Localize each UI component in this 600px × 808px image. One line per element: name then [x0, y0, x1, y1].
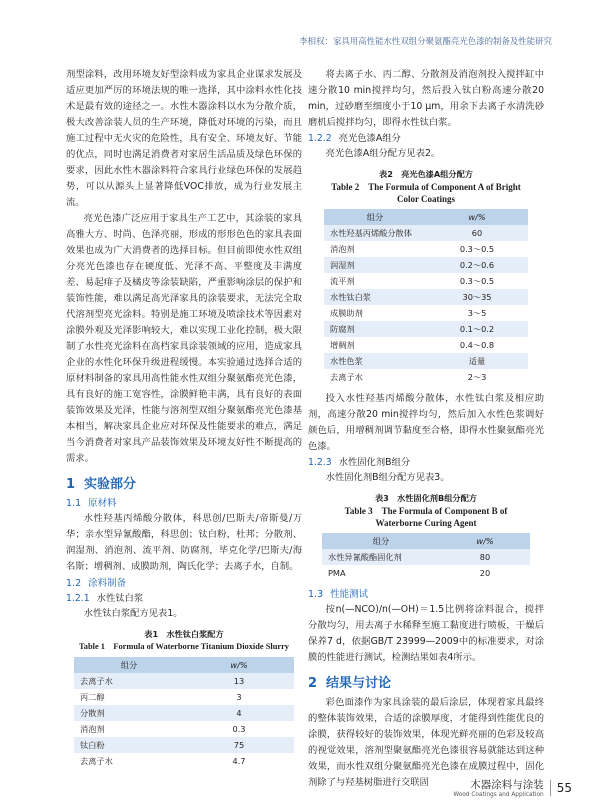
table-row: [74, 705, 294, 721]
subsection-heading: [308, 587, 544, 602]
table-row: [74, 737, 294, 753]
table-row: [324, 353, 528, 369]
table-caption: 表2 亮光色漆A组分配方: [379, 169, 473, 179]
journal-name: [453, 777, 543, 798]
paragraph: 水性固化剂B组分配方见表3。: [325, 472, 450, 483]
subsubsection-number: 1.2.3: [308, 457, 332, 468]
table-cell: 消泡剂: [74, 721, 184, 737]
section-heading: [308, 675, 544, 692]
table-cell: 4: [184, 705, 294, 721]
table-cell: 80: [440, 549, 530, 565]
table-row: [324, 257, 528, 273]
table-caption: 表1 水性钛白浆配方: [144, 629, 224, 639]
table-header-cell: 组分: [324, 209, 426, 225]
table-cell: 水性色浆: [324, 353, 426, 369]
table-row: [324, 241, 528, 257]
subsection-title: 性能测试: [330, 589, 369, 600]
section-number: 2: [308, 676, 318, 691]
table-cell: 60: [426, 225, 528, 241]
table-row: [324, 225, 528, 241]
table-component-a: [324, 209, 528, 385]
table-cell: 3～5: [426, 305, 528, 321]
table-cell: 30～35: [426, 289, 528, 305]
subsubsection-heading: [66, 591, 302, 606]
table-cell: 适量: [426, 353, 528, 369]
table-cell: 分散剂: [74, 705, 184, 721]
table-cell: 成膜助剂: [324, 305, 426, 321]
table-header-row: [74, 657, 294, 673]
table-header-cell: 组分: [74, 657, 184, 673]
table-cell: 0.2～0.6: [426, 257, 528, 273]
journal-name-en: Wood Coatings and Application: [453, 792, 544, 798]
subsubsection-number: 1.2.1: [66, 593, 90, 604]
page-number: 55: [550, 780, 572, 796]
table-cell: 3: [184, 689, 294, 705]
table-titanium-slurry: [74, 657, 294, 769]
journal-name-cn: 木器涂料与涂装: [470, 779, 544, 791]
paragraph: 按n(—NCO)/n(—OH)＝1.5比例将涂料混合，搅拌分散均匀，用去离子水稀释至施工黏度进行喷板，干燥后保养7 d，依据GB/T 23999—2009中的标准要求，对涂膜的性能进行测试，检测结果如表4所示。: [308, 604, 544, 663]
subsubsection-title: 水性钛白浆: [96, 593, 144, 604]
section-number: 1: [66, 477, 76, 492]
table-cell: 0.1～0.2: [426, 321, 528, 337]
table-header-row: [324, 209, 528, 225]
table-cell: 消泡剂: [324, 241, 426, 257]
subsection-title: 原材料: [88, 498, 117, 509]
subsection-heading: [66, 496, 302, 511]
table-cell: 75: [184, 737, 294, 753]
table-header-cell: w/%: [440, 533, 530, 549]
table-cell: 20: [440, 565, 530, 581]
paragraph: 亮光色漆A组分配方见表2。: [325, 148, 441, 159]
paragraph: 投入水性羟基丙烯酸分散体，水性钛白浆及相应助剂，高速分散20 min搅拌均匀，然后加入水性色浆调好颜色后，用增稠剂调节黏度至合格，即得水性聚氨酯亮光色漆。: [308, 393, 544, 452]
table-row: [324, 305, 528, 321]
table-cell: 钛白粉: [74, 737, 184, 753]
table-cell: 水性异氰酸酯固化剂: [322, 549, 440, 565]
table-caption-en: Table 3 The Formula of Component B of Waterborne Curing Agent: [344, 506, 508, 528]
table-cell: PMA: [322, 565, 440, 581]
table-row: [322, 565, 530, 581]
table-header-row: [322, 533, 530, 549]
subsubsection-heading: [308, 131, 544, 146]
table-row: [324, 369, 528, 385]
subsubsection-title: 水性固化剂B组分: [338, 457, 411, 468]
table-row: [74, 753, 294, 769]
table-caption-en: Table 2 The Formula of Component A of Bright Color Coatings: [331, 182, 521, 204]
section-heading: [66, 476, 302, 493]
table-cell: 防腐剂: [324, 321, 426, 337]
table-cell: 丙二醇: [74, 689, 184, 705]
table-cell: 2～3: [426, 369, 528, 385]
table-cell: 0.3: [184, 721, 294, 737]
page-footer: [453, 777, 572, 798]
table-header-cell: 组分: [322, 533, 440, 549]
subsection-heading: [66, 576, 302, 591]
running-head: 李相权：家具用高性能水性双组分聚氨酯亮光色漆的制备及性能研究: [299, 36, 552, 46]
table-row: [324, 321, 528, 337]
table-cell: 润湿剂: [324, 257, 426, 273]
paragraph: 彩色面漆作为家具涂装的最后涂层，体现着家具最终的整体装饰效果，合适的涂膜厚度，才能得到性能优良的涂膜，获得较好的装饰效果，体现光鲜亮丽的色彩及较高的视觉效果，溶剂型聚氨酯亮光色漆很容易就能达到这种效果，而水性双组分聚氨酯亮光色漆在成膜过程中，固化剂除了与羟基树脂进行交联固: [308, 697, 544, 788]
table-header-cell: w/%: [426, 209, 528, 225]
table-cell: 增稠剂: [324, 337, 426, 353]
subsection-number: 1.1: [66, 498, 82, 509]
paragraph: 剂型涂料，改用环境友好型涂料成为家具企业谋求发展及适应更加严厉的环境法规的唯一选择，其中涂料水性化技术是最有效的途径之一。水性木器涂料以水为分散介质，极大改善涂装人员的生产环境，降低对环境的污染，而且施工过程中无火灾的危险性，具有安全、环境友好、节能的优点，同时也满足消费者对家居生活品质及绿色环保的要求，因此水性木器涂料符合家具行业绿色环保的发展趋势，可以从源头上显著降低VOC排放，成为行业发展主流。: [66, 69, 302, 208]
table-row: [324, 337, 528, 353]
table-header-cell: w/%: [184, 657, 294, 673]
section-title: 结果与讨论: [326, 676, 392, 691]
subsubsection-number: 1.2.2: [308, 133, 332, 144]
table-row: [74, 689, 294, 705]
table-row: [322, 549, 530, 565]
table-component-b: [322, 533, 530, 581]
table-cell: 去离子水: [324, 369, 426, 385]
table-caption: 表3 水性固化剂B组分配方: [374, 493, 477, 503]
table-cell: 0.3～0.5: [426, 241, 528, 257]
subsubsection-heading: [308, 455, 544, 470]
table-row: [74, 673, 294, 689]
table-cell: 0.4～0.8: [426, 337, 528, 353]
subsection-number: 1.3: [308, 589, 324, 600]
table-cell: 0.3～0.5: [426, 273, 528, 289]
table-cell: 去离子水: [74, 753, 184, 769]
table-cell: 水性羟基丙烯酸分散体: [324, 225, 426, 241]
paragraph: 亮光色漆广泛应用于家具生产工艺中，其涂装的家具高雅大方、时尚、色泽亮丽，形成的形形色色的家具表面效果也成为广大消费者的选择目标。但目前即使水性双组分亮光色漆也存在硬度低、光泽不高、平整度及丰满度差、易起痱子及橘皮等涂装缺陷，严重影响涂层的保护和装饰性能，难以满足高光泽家具的涂装要求，无法完全取代溶剂型亮光涂料。特别是施工环境及喷涂技术等因素对涂膜外观及光泽影响较大，难以实现工业化控制，极大限制了水性亮光涂料在高档家具涂装领域的应用，造成家具企业的水性化环保升级进程缓慢。本实验通过选择合适的原材料制备的家具用高性能水性双组分聚氨酯亮光色漆，具有良好的施工宽容性，涂膜鲜艳丰满，具有良好的表面装饰效果及光泽，性能与溶剂型双组分聚氨酯亮光色漆基本相当，解决家具企业应对环保及性能要求的难点，满足当今消费者对家具产品装饰效果及环境友好性不断提高的需求。: [66, 213, 302, 464]
table-cell: 去离子水: [74, 673, 184, 689]
left-column: [66, 67, 302, 775]
table-cell: 水性钛白浆: [324, 289, 426, 305]
paragraph: 水性羟基丙烯酸分散体，科思创/巴斯夫/帝斯曼/万华；亲水型异氰酸酯，科思创；钛白粉，杜邦；分散剂、润湿剂、消泡剂、流平剂、防腐剂，毕克化学/巴斯夫/海名斯；增稠剂、成膜助剂，陶氏化学；去离子水，自制。: [66, 513, 302, 572]
table-row: [324, 273, 528, 289]
table-cell: 流平剂: [324, 273, 426, 289]
table-cell: 13: [184, 673, 294, 689]
section-title: 实验部分: [84, 477, 137, 492]
subsubsection-title: 亮光色漆A组分: [338, 133, 401, 144]
paragraph: 将去离子水、丙二醇、分散剂及消泡剂投入搅拌缸中速分散10 min搅拌均匀，然后投入钛白粉高速分散20 min，过砂磨至细度小于10 μm，用余下去离子水清洗砂磨机后搅拌均匀，即得水性钛白浆。: [308, 69, 544, 128]
table-caption-en: Table 1 Formula of Waterborne Titanium Dioxide Slurry: [78, 642, 289, 651]
right-column: [308, 67, 544, 791]
subsection-title: 涂料制备: [88, 578, 127, 589]
table-cell: 4.7: [184, 753, 294, 769]
paragraph: 水性钛白浆配方见表1。: [83, 608, 183, 619]
table-row: [324, 289, 528, 305]
subsection-number: 1.2: [66, 578, 82, 589]
table-row: [74, 721, 294, 737]
